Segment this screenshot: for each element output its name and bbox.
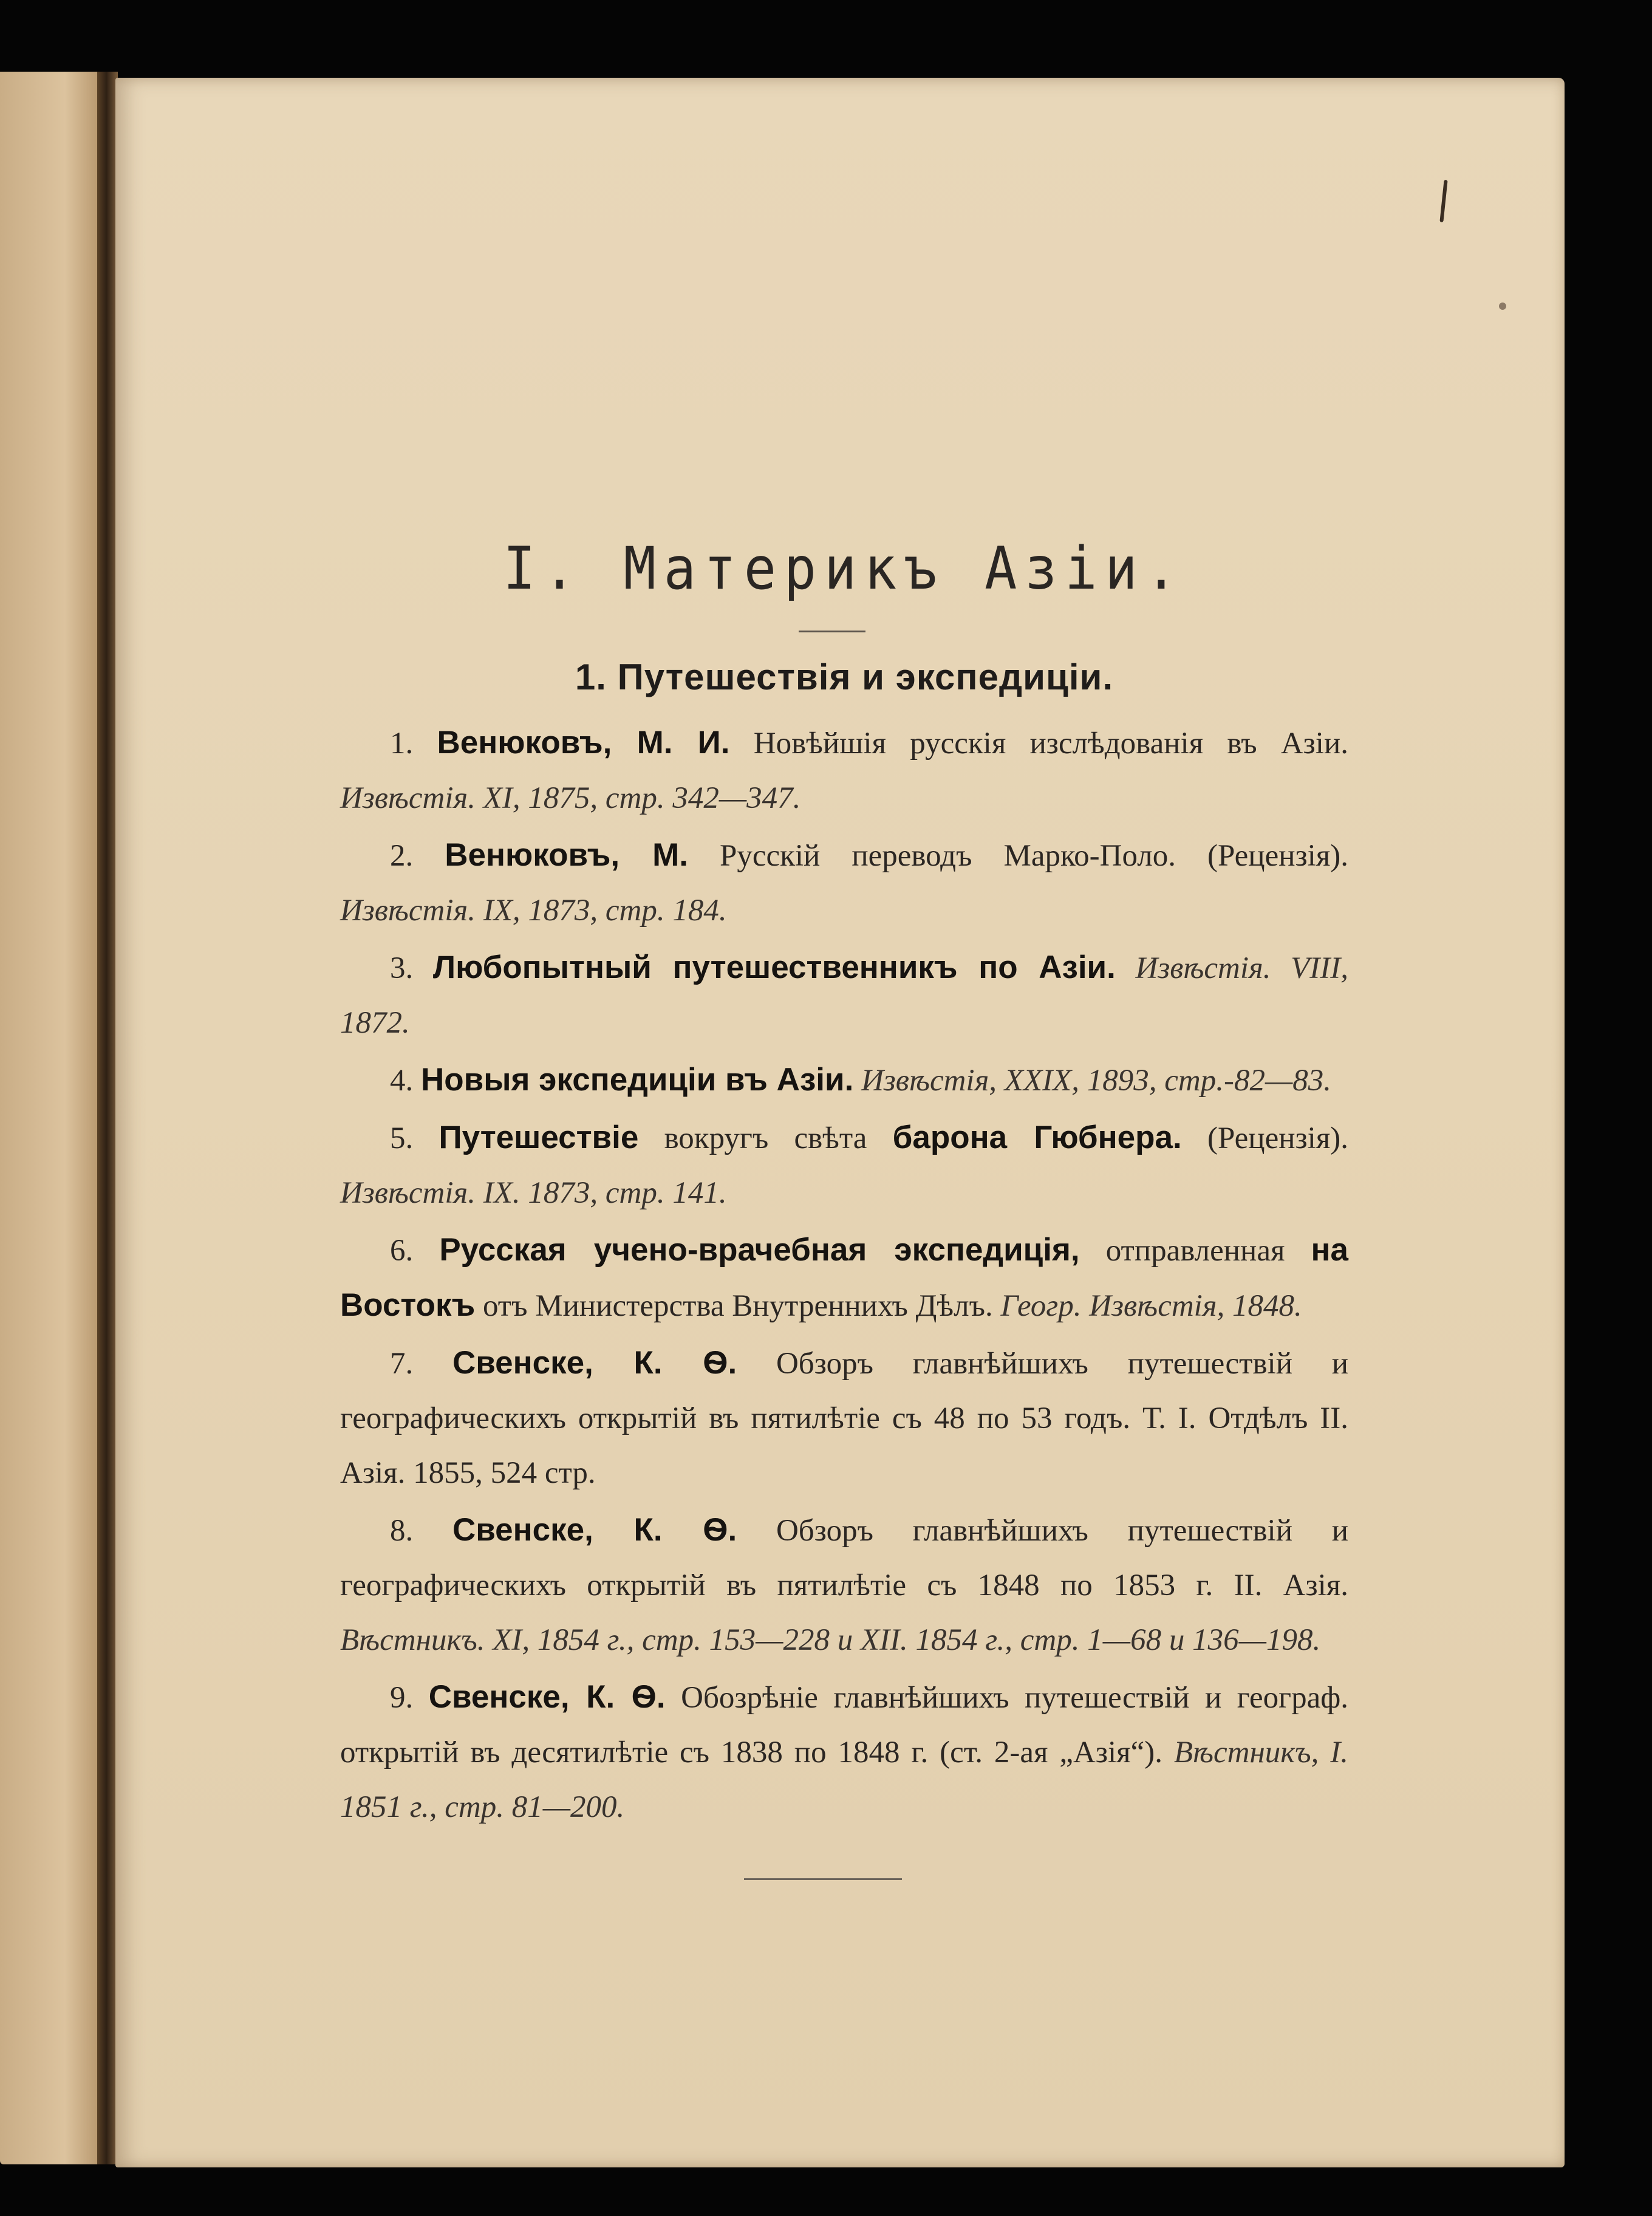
entry-1: 1. Венюковъ, М. И. Новѣйшія русскія изслѣдованія въ Азіи. Извѣстія. XI, 1875, стр. 342—347. bbox=[340, 725, 1349, 815]
entry-2: 2. Венюковъ, М. Русскій переводъ Марко-Поло. (Рецензія). Извѣстія. IX, 1873, стр. 184. bbox=[340, 837, 1349, 928]
title-rule bbox=[799, 631, 865, 632]
section-heading: 1. Путешествія и экспедиціи. bbox=[575, 657, 1114, 697]
entries-list bbox=[340, 716, 1348, 1837]
page-speck bbox=[1499, 303, 1506, 310]
entry-3: 3. Любопытный путешественникъ по Азіи. Извѣстія. VIII, 1872. bbox=[340, 949, 1348, 1040]
end-rule bbox=[744, 1878, 902, 1880]
entry-4: 4. Новыя экспедиціи въ Азіи. Извѣстія, XXIX, 1893, стр.-82—83. bbox=[390, 1062, 1332, 1098]
entry-8: 8. Свенске, К. Ѳ. Обзоръ главнѣйшихъ путешествій и географическихъ открытій въ пятилѣтіе съ 1848 по 1853 г. II. Азія. Вѣстникъ. XI, 1854 г., стр. 153—228 и XII. 1854 г., стр. 1—68 и 136—198. bbox=[340, 1512, 1349, 1657]
left-page-edge bbox=[0, 72, 108, 2164]
entry-6: 6. Русская учено-врачебная экспедиція, отправленная на Востокъ отъ Министерства Внутреннихъ Дѣлъ. Геогр. Извѣстія, 1848. bbox=[340, 1232, 1349, 1323]
pencil-mark bbox=[1439, 180, 1447, 222]
book-spine bbox=[97, 72, 118, 2164]
entry-7: 7. Свенске, К. Ѳ. Обзоръ главнѣйшихъ путешествій и географическихъ открытій въ пятилѣтіе съ 48 по 53 годъ. Т. I. Отдѣлъ II. Азія. 1855, 524 стр. bbox=[340, 1345, 1349, 1490]
entry-5: 5. Путешествіе вокругъ свѣта барона Гюбнера. (Рецензія). Извѣстія. IX. 1873, стр. 141. bbox=[340, 1120, 1349, 1210]
page-title: I. Материкъ Азіи. bbox=[503, 535, 1186, 603]
entry-9: 9. Свенске, К. Ѳ. Обозрѣніе главнѣйшихъ путешествій и географ. открытій въ десятилѣтіе съ 1838 по 1848 г. (ст. 2-ая „Азія“). Вѣстникъ, I. 1851 г., стр. 81—200. bbox=[340, 1679, 1349, 1824]
